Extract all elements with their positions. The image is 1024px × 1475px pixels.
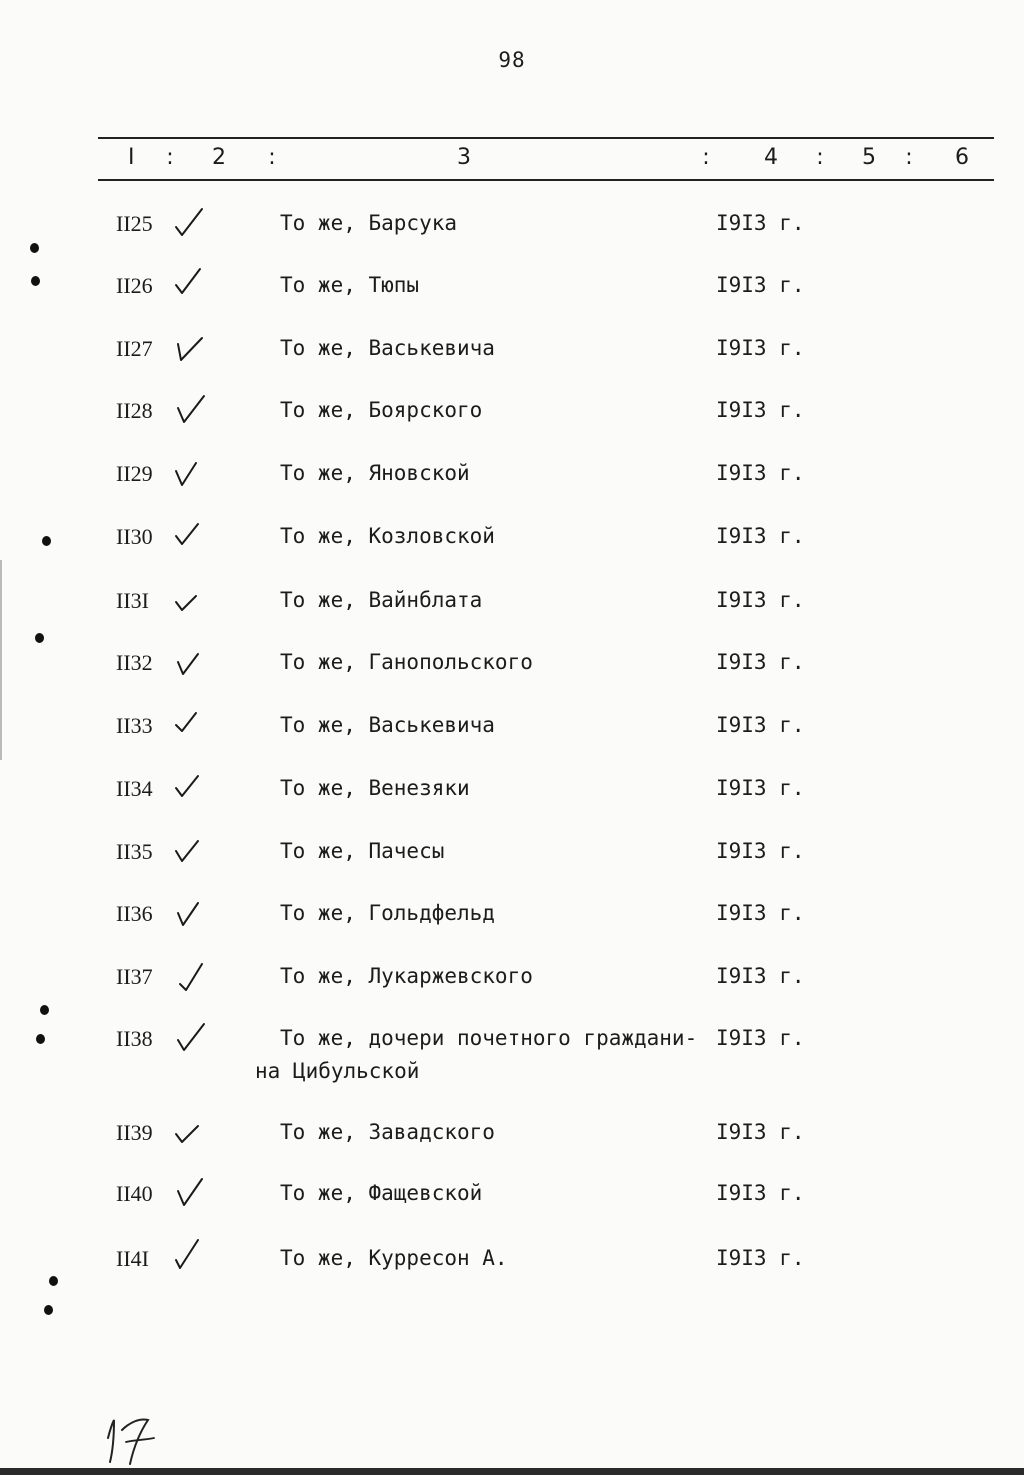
page-edge-shadow	[0, 560, 2, 760]
column-header-2: 2	[212, 145, 226, 170]
item-description: То же, Ганопольского	[280, 650, 533, 674]
item-description: То же, Пачесы	[280, 839, 445, 863]
checkmark-icon	[172, 1114, 206, 1148]
item-year: I9I3 г.	[716, 776, 805, 800]
punch-hole	[31, 276, 40, 286]
table-row	[0, 1246, 1024, 1286]
header-top-rule	[98, 137, 994, 139]
checkmark-icon	[172, 267, 206, 301]
page-number: 98	[498, 48, 526, 72]
item-year: I9I3 г.	[716, 211, 805, 235]
item-description: То же, Курресон А.	[280, 1246, 508, 1270]
table-row	[0, 713, 1024, 753]
item-number: II35	[116, 839, 153, 864]
item-year: I9I3 г.	[716, 1026, 805, 1050]
column-header-6: 6	[955, 145, 969, 170]
checkmark-icon	[172, 518, 206, 552]
item-description: То же, Тюпы	[280, 273, 420, 297]
checkmark-icon	[172, 582, 206, 616]
checkmark-icon	[172, 455, 206, 489]
item-year: I9I3 г.	[716, 650, 805, 674]
column-header-4: 4	[764, 145, 778, 170]
checkmark-icon	[172, 392, 206, 426]
item-year: I9I3 г.	[716, 1120, 805, 1144]
item-description: То же, Лукаржевского	[280, 964, 533, 988]
item-year: I9I3 г.	[716, 336, 805, 360]
column-separator: :	[816, 145, 824, 170]
table-row	[0, 1120, 1024, 1160]
item-description: То же, Венезяки	[280, 776, 470, 800]
item-year: I9I3 г.	[716, 273, 805, 297]
item-description-continued: на Цибульской	[255, 1059, 420, 1083]
item-number: II25	[116, 211, 153, 236]
punch-hole	[35, 633, 44, 643]
table-row	[0, 524, 1024, 564]
item-description: То же, Гольдфельд	[280, 901, 495, 925]
item-year: I9I3 г.	[716, 964, 805, 988]
item-number: II36	[116, 901, 153, 926]
item-number: II29	[116, 461, 153, 486]
item-description: То же, Яновской	[280, 461, 470, 485]
item-year: I9I3 г.	[716, 901, 805, 925]
column-header-3: 3	[457, 145, 471, 170]
column-header-5: 5	[862, 145, 876, 170]
punch-hole	[36, 1034, 45, 1044]
table-row	[0, 1181, 1024, 1221]
table-row	[0, 588, 1024, 628]
item-number: II32	[116, 650, 153, 675]
item-number: II40	[116, 1181, 153, 1206]
checkmark-icon	[172, 895, 206, 929]
item-description: То же, Васькевича	[280, 713, 495, 737]
item-year: I9I3 г.	[716, 398, 805, 422]
item-number: II30	[116, 524, 153, 549]
item-number: II3I	[116, 588, 149, 613]
checkmark-icon	[172, 1020, 206, 1054]
table-row	[0, 839, 1024, 879]
checkmark-icon	[172, 770, 206, 804]
item-description: То же, дочери почетного граждани-	[280, 1026, 698, 1050]
column-separator: :	[268, 145, 276, 170]
item-description: То же, Вайнблата	[280, 588, 483, 612]
checkmark-icon	[172, 330, 206, 364]
checkmark-icon	[172, 958, 206, 992]
item-number: II39	[116, 1120, 153, 1145]
item-number: II26	[116, 273, 153, 298]
table-row	[0, 273, 1024, 313]
header-bottom-rule	[98, 179, 994, 181]
checkmark-icon	[172, 205, 206, 239]
item-year: I9I3 г.	[716, 713, 805, 737]
table-row	[0, 336, 1024, 376]
item-year: I9I3 г.	[716, 1246, 805, 1270]
handwritten-signature	[100, 1410, 170, 1470]
checkmark-icon	[172, 644, 206, 678]
item-year: I9I3 г.	[716, 524, 805, 548]
item-year: I9I3 г.	[716, 839, 805, 863]
table-row	[0, 211, 1024, 251]
item-description: То же, Боярского	[280, 398, 483, 422]
scan-bottom-edge	[0, 1468, 1024, 1475]
item-year: I9I3 г.	[716, 588, 805, 612]
checkmark-icon	[172, 1175, 206, 1209]
item-number: II38	[116, 1026, 153, 1051]
table-row	[0, 901, 1024, 941]
checkmark-icon	[172, 833, 206, 867]
item-number: II37	[116, 964, 153, 989]
item-description: То же, Васькевича	[280, 336, 495, 360]
column-separator: :	[166, 145, 174, 170]
column-header-1: I	[128, 145, 135, 170]
column-separator: :	[905, 145, 913, 170]
checkmark-icon	[172, 707, 206, 741]
punch-hole	[40, 1005, 49, 1015]
table-row	[0, 1026, 1024, 1083]
punch-hole	[30, 243, 39, 253]
item-number: II28	[116, 398, 153, 423]
item-number: II34	[116, 776, 153, 801]
punch-hole	[42, 536, 51, 546]
item-description: То же, Фащевской	[280, 1181, 483, 1205]
item-description: То же, Барсука	[280, 211, 458, 235]
punch-hole	[44, 1305, 53, 1315]
table-row	[0, 650, 1024, 690]
item-number: II27	[116, 336, 153, 361]
item-description: То же, Козловской	[280, 524, 495, 548]
table-row	[0, 461, 1024, 501]
item-description: То же, Завадского	[280, 1120, 495, 1144]
item-number: II33	[116, 713, 153, 738]
item-year: I9I3 г.	[716, 1181, 805, 1205]
punch-hole	[49, 1276, 58, 1286]
table-row	[0, 776, 1024, 816]
checkmark-icon	[172, 1240, 206, 1274]
column-separator: :	[702, 145, 710, 170]
item-year: I9I3 г.	[716, 461, 805, 485]
table-row	[0, 398, 1024, 438]
item-number: II4I	[116, 1246, 149, 1271]
table-row	[0, 964, 1024, 1004]
